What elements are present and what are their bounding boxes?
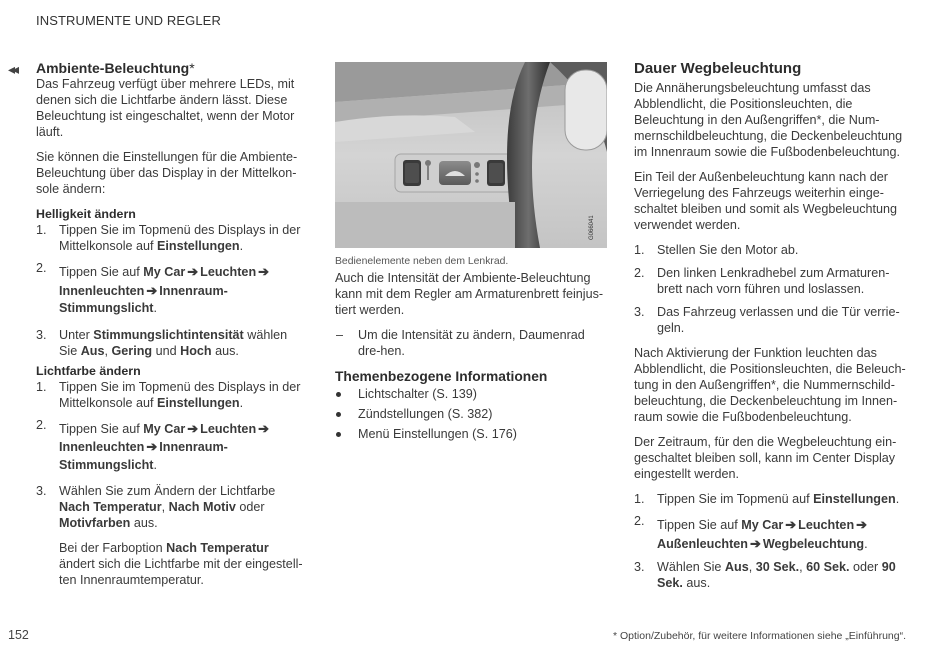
intro-paragraph: Die Annäherungsbeleuchtung umfasst das Abblendlicht, die Positionsleuchten, die Beleuchtung in den Außengriffen*, die Num-mernschildbeleuchtung, die Deckenbeleuchtung im Innenraum sowie die Fußbodenbeleuchtung. bbox=[634, 81, 903, 159]
step-text: . bbox=[153, 301, 157, 315]
step-text: , bbox=[161, 500, 169, 514]
menu-term: Einstellungen bbox=[157, 395, 240, 410]
dashboard-controls-illustration bbox=[335, 62, 607, 248]
arrow-right-icon: ➔ bbox=[749, 535, 761, 551]
step-text: Stellen Sie den Motor ab. bbox=[657, 243, 799, 257]
column-controls bbox=[335, 62, 609, 446]
step-text: . bbox=[239, 395, 244, 410]
step-text: aus. bbox=[130, 516, 158, 530]
step-text: , bbox=[799, 560, 807, 574]
related-link-text[interactable]: Lichtschalter (S. 139) bbox=[358, 387, 477, 401]
menu-term: Innenleuchten bbox=[59, 440, 145, 454]
section-title bbox=[36, 60, 306, 76]
color-heading: Lichtfarbe ändern bbox=[36, 363, 141, 378]
section-title: Dauer Wegbeleuchtung bbox=[634, 60, 802, 77]
image-caption: Bedienelemente neben dem Lenkrad. bbox=[335, 256, 509, 267]
menu-term: Wegbeleuchtung bbox=[762, 536, 865, 551]
step-text: . bbox=[895, 492, 900, 506]
activation-steps bbox=[634, 242, 910, 336]
color-steps bbox=[36, 379, 306, 589]
list-item bbox=[36, 327, 306, 359]
menu-term: Hoch bbox=[180, 343, 212, 358]
step-number: 1. bbox=[634, 492, 645, 506]
menu-term: Außenleuchten bbox=[657, 536, 748, 551]
list-item bbox=[634, 559, 910, 591]
arrow-right-icon: ➔ bbox=[258, 264, 270, 279]
step-text: Das Fahrzeug verlassen und die Tür verrie-geln. bbox=[657, 305, 900, 335]
continued-indicator-icon: ◂◂ bbox=[8, 61, 17, 77]
column-ambient-lighting bbox=[36, 60, 306, 588]
title-text: Ambiente-Beleuchtung bbox=[36, 60, 190, 76]
step-text: oder bbox=[235, 500, 265, 514]
step-number: 2. bbox=[634, 514, 645, 528]
image-code: G066041 bbox=[589, 215, 595, 240]
list-item bbox=[36, 263, 306, 318]
menu-term: 30 Sek. bbox=[755, 560, 800, 574]
step-text: Tippen Sie im Topmenü des Displays in der Mittelkonsole auf bbox=[59, 379, 301, 410]
step-text: aus. bbox=[682, 576, 711, 590]
list-item-note bbox=[36, 540, 306, 588]
step-number: 3. bbox=[36, 327, 47, 342]
list-item bbox=[634, 242, 910, 258]
step-text: . bbox=[864, 536, 868, 551]
menu-term: Stimmungslichtintensität bbox=[93, 327, 244, 342]
menu-term: Motivfarben bbox=[59, 516, 131, 530]
related-links-list bbox=[335, 386, 609, 442]
list-item bbox=[634, 304, 910, 336]
step-text: Tippen Sie auf bbox=[59, 265, 144, 279]
intensity-paragraph: Auch die Intensität der Ambiente-Beleuchtung kann mit dem Regler am Armaturenbrett feinjus-tiert werden. bbox=[335, 271, 604, 317]
section-header: INSTRUMENTE UND REGLER bbox=[36, 13, 221, 28]
step-text: wählen Sie bbox=[59, 327, 288, 358]
step-number: 2. bbox=[634, 266, 645, 280]
list-item bbox=[36, 417, 306, 475]
related-link-text[interactable]: Zündstellungen (S. 382) bbox=[358, 407, 493, 421]
step-text: Tippen Sie im Topmenü auf bbox=[657, 492, 814, 506]
step-number: 2. bbox=[36, 261, 47, 275]
footnote: * Option/Zubehör, für weitere Informationen siehe „Einführung“. bbox=[613, 630, 906, 642]
list-item bbox=[335, 327, 609, 359]
list-item-text: Um die Intensität zu ändern, Daumenrad dre-hen. bbox=[358, 328, 585, 358]
step-text: oder bbox=[849, 560, 882, 574]
brightness-heading: Helligkeit ändern bbox=[36, 207, 136, 221]
settings-paragraph: Sie können die Einstellungen für die Ambiente-Beleuchtung über das Display in der Mittelkon-sole ändern: bbox=[36, 150, 298, 196]
related-heading: Themenbezogene Informationen bbox=[335, 369, 548, 384]
dashboard-controls-photo bbox=[335, 62, 607, 248]
menu-term: Nach Temperatur bbox=[59, 500, 162, 514]
menu-term: Nach Motiv bbox=[168, 500, 236, 514]
related-link[interactable] bbox=[335, 426, 609, 442]
step-text: . bbox=[153, 457, 157, 472]
duration-steps bbox=[634, 491, 910, 591]
menu-term: Nach Temperatur bbox=[166, 541, 269, 555]
note-text: ändert sich die Lichtfarbe mit der eingestell-ten Innenraumtemperatur. bbox=[59, 557, 303, 587]
related-link[interactable] bbox=[335, 386, 609, 402]
menu-term: My Car bbox=[741, 518, 784, 532]
step-number: 1. bbox=[36, 379, 47, 394]
menu-term: My Car bbox=[143, 421, 186, 436]
step-text: Den linken Lenkradhebel zum Armaturen-brett nach vorn führen und loslassen. bbox=[657, 266, 890, 296]
menu-term: Leuchten bbox=[200, 265, 257, 279]
paragraph: Nach Aktivierung der Funktion leuchten das Abblendlicht, die Positionsleuchten, die Beleuch-tung in den Außengriffen*, die Nummernschild-beleuchtung, die Deckenbeleuchtung im Innen-raum sowie die Fußbodenbeleuchtung. bbox=[634, 346, 906, 424]
step-text: Tippen Sie auf bbox=[657, 518, 742, 532]
menu-term: 90 Sek. bbox=[657, 560, 896, 590]
arrow-right-icon: ➔ bbox=[187, 420, 199, 436]
step-text: Tippen Sie auf bbox=[59, 421, 144, 436]
note-text: Bei der Farboption bbox=[59, 541, 167, 555]
step-number: 3. bbox=[634, 305, 645, 319]
paragraph: Der Zeitraum, für den die Wegbeleuchtung ein-geschaltet bleiben soll, kann im Center Display eingestellt werden. bbox=[634, 435, 897, 481]
list-item bbox=[634, 516, 910, 553]
arrow-right-icon: ➔ bbox=[856, 517, 868, 532]
menu-term: Einstellungen bbox=[157, 239, 240, 253]
menu-term: 60 Sek. bbox=[806, 560, 850, 574]
list-item bbox=[36, 222, 306, 254]
list-item bbox=[634, 265, 910, 297]
menu-term: Innenraum-Stimmungslicht bbox=[59, 440, 228, 472]
step-text: Unter bbox=[59, 327, 94, 342]
menu-term: Einstellungen bbox=[813, 492, 896, 506]
step-number: 3. bbox=[634, 560, 645, 574]
dash-marker: – bbox=[336, 328, 344, 342]
step-text: . bbox=[239, 239, 244, 253]
step-text: aus. bbox=[211, 343, 239, 358]
step-text: Wählen Sie zum Ändern der Lichtfarbe bbox=[59, 484, 276, 498]
bullet-icon bbox=[336, 392, 341, 397]
menu-term: Leuchten bbox=[798, 518, 855, 532]
page-number: 152 bbox=[8, 628, 29, 642]
menu-term: Innenleuchten bbox=[59, 283, 145, 298]
related-link[interactable] bbox=[335, 406, 609, 422]
paragraph: Ein Teil der Außenbeleuchtung kann nach der Verriegelung des Fahrzeugs weiterhin einge-schaltet bleiben und somit als Wegbeleuchtung verwendet werden. bbox=[634, 170, 898, 232]
menu-term: Leuchten bbox=[200, 421, 257, 436]
bullet-icon bbox=[336, 432, 341, 437]
related-link-text[interactable]: Menü Einstellungen (S. 176) bbox=[358, 427, 517, 441]
arrow-right-icon: ➔ bbox=[258, 420, 270, 436]
step-number: 1. bbox=[36, 223, 47, 237]
arrow-right-icon: ➔ bbox=[187, 264, 199, 279]
step-text: Tippen Sie im Topmenü des Displays in der Mittelkonsole auf bbox=[59, 223, 301, 253]
list-item bbox=[36, 483, 306, 531]
menu-term: Innenraum-Stimmungslicht bbox=[59, 283, 228, 315]
step-text: , bbox=[748, 560, 756, 574]
step-number: 2. bbox=[36, 417, 47, 432]
menu-term: Aus bbox=[724, 560, 749, 574]
bullet-icon bbox=[336, 412, 341, 417]
step-text: und bbox=[152, 343, 181, 358]
menu-term: Gering bbox=[111, 343, 153, 358]
menu-term: My Car bbox=[143, 265, 186, 279]
step-text: , bbox=[104, 343, 112, 358]
step-number: 1. bbox=[634, 243, 645, 257]
list-item bbox=[36, 379, 306, 411]
menu-term: Aus bbox=[80, 343, 105, 358]
brightness-steps bbox=[36, 222, 306, 359]
step-number: 3. bbox=[36, 484, 47, 498]
arrow-right-icon: ➔ bbox=[146, 439, 158, 454]
option-asterisk: * bbox=[189, 60, 195, 76]
dash-list bbox=[335, 327, 609, 359]
list-item bbox=[634, 491, 910, 507]
step-text: Wählen Sie bbox=[657, 560, 725, 574]
intro-paragraph: Das Fahrzeug verfügt über mehrere LEDs, mit denen sich die Lichtfarbe ändern lässt. Diese Beleuchtung ist eingeschaltet, wenn der Motor läuft. bbox=[36, 77, 295, 139]
column-path-lighting bbox=[634, 60, 910, 591]
arrow-right-icon: ➔ bbox=[146, 282, 158, 298]
arrow-right-icon: ➔ bbox=[785, 517, 797, 532]
